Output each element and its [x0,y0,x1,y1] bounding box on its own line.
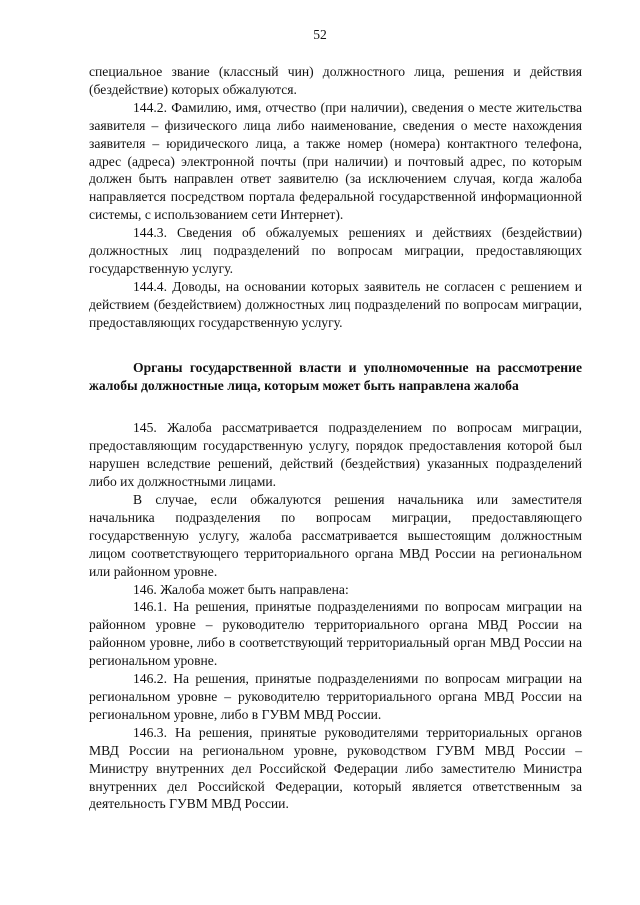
paragraph-144-2: 144.2. Фамилию, имя, отчество (при наличии), сведения о месте жительства заявителя – физического лица либо наименование, сведения о месте нахождения заявителя – юридического лица, а также номер (номера) контактного телефона, адрес (адреса) электронной почты (при наличии) и почтовый адрес, по которым должен быть направлен ответ заявителю (за исключением случая, когда жалоба направляется посредством портала федеральной государственной информационной системы, с использованием сети Интернет). [89,99,582,223]
paragraph-144-4: 144.4. Доводы, на основании которых заявитель не согласен с решением и действием (бездействием) должностных лиц подразделений по вопросам миграции, предоставляющих государственную услугу. [89,278,582,330]
paragraph-146: 146. Жалоба может быть направлена: [133,581,349,597]
paragraph-145: 145. Жалоба рассматривается подразделением по вопросам миграции, предоставляющим государственную услугу, порядок предоставления которой был нарушен вследствие решений, действий (бездействия) указанных подразделений либо их должностными лицами. [89,420,582,490]
section-heading: Органы государственной власти и уполномоченные на рассмотрение жалобы должностные лица, которым может быть направлена жалоба [89,359,582,393]
page-number: 52 [313,27,327,42]
paragraph-146-2: 146.2. На решения, принятые подразделениями по вопросам миграции на региональном уровне – руководителю территориального органа МВД России на региональном уровне, либо в ГУВМ МВД России. [89,671,582,722]
paragraph-144-3: 144.3. Сведения об обжалуемых решениях и действиях (бездействии) должностных лиц подразделений по вопросам миграции, предоставляющих государственную услугу. [89,225,582,276]
page-content [89,63,582,813]
paragraph-145-deputy: В случае, если обжалуются решения начальника или заместителя начальника подразделения по вопросам миграции, предоставляющего государственную услугу, жалоба рассматривается вышестоящим должностным лицом соответствующего территориального органа МВД России на региональном или районном уровне. [89,492,582,579]
paragraph-146-1: 146.1. На решения, принятые подразделениями по вопросам миграции на районном уровне – руководителю территориального органа МВД России на районном уровне, либо в соответствующий территориальный орган МВД России на региональном уровне. [89,599,582,669]
paragraph-146-3: 146.3. На решения, принятые руководителями территориальных органов МВД России на региональном уровне, руководством ГУВМ МВД России – Министру внутренних дел Российской Федерации либо заместителю Министра внутренних дел Российской Федерации, который является ответственным за деятельность ГУВМ МВД России. [89,724,582,812]
continuation-paragraph: специальное звание (классный чин) должностного лица, решения и действия (бездействие) которых обжалуются. [89,64,582,97]
